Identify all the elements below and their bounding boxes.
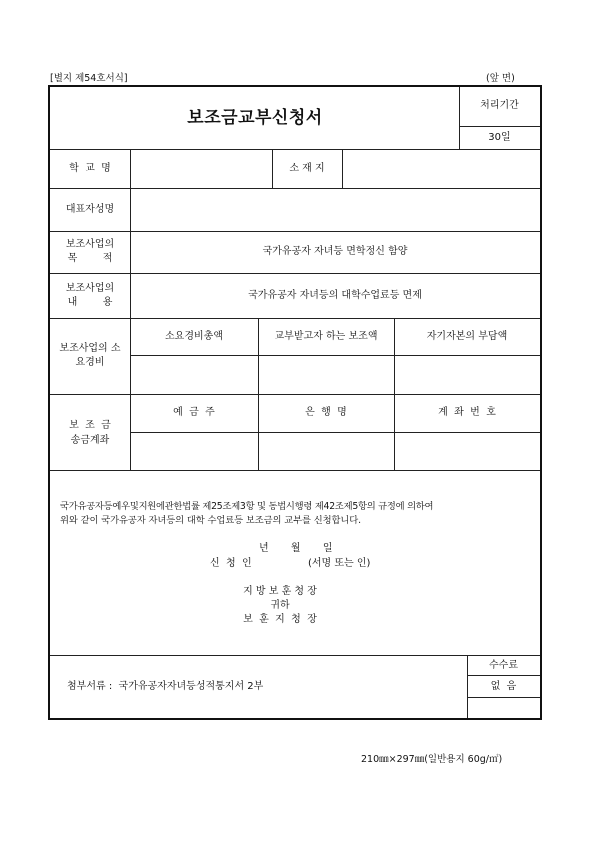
cost-label-line2: 요경비 bbox=[75, 357, 105, 368]
school-name-field[interactable] bbox=[131, 150, 271, 187]
account-number-field[interactable] bbox=[395, 433, 539, 469]
cost-subsidy-field[interactable] bbox=[259, 356, 393, 393]
processing-period-label: 처리기간 bbox=[480, 100, 519, 111]
addressee-branch-office: 보 훈 지 청 장 bbox=[243, 614, 317, 625]
location-label: 소 재 지 bbox=[289, 163, 325, 174]
content-label-line2: 내 용 bbox=[67, 297, 113, 308]
cost-total-field[interactable] bbox=[131, 356, 257, 393]
divider-content bbox=[50, 318, 540, 319]
fee-value: 없 음 bbox=[490, 681, 517, 692]
divider-rep bbox=[50, 231, 540, 232]
divider-fee-1 bbox=[467, 675, 540, 676]
cost-label-line1: 보조사업의 소 bbox=[59, 343, 121, 354]
cost-total-header: 소요경비총액 bbox=[165, 331, 223, 342]
divider-fee-2 bbox=[467, 697, 540, 698]
addressee-honorific: 귀하 bbox=[270, 600, 290, 611]
application-date: 년 월 일 bbox=[259, 543, 333, 554]
form-number: [별지 제54호서식] bbox=[50, 73, 128, 84]
content-value: 국가유공자 자녀등의 대학수업료등 면제 bbox=[248, 290, 422, 301]
bank-name-field[interactable] bbox=[259, 433, 393, 469]
representative-field[interactable] bbox=[131, 189, 539, 230]
statement-line1: 국가유공자등예우및지원에관한법률 제25조제3항 및 동법시행령 제42조제5항의 규정에 의하여 bbox=[60, 501, 434, 512]
representative-label: 대표자성명 bbox=[65, 204, 115, 215]
content-label-line1: 보조사업의 bbox=[65, 283, 115, 294]
processing-period-value: 30일 bbox=[488, 132, 511, 143]
school-name-label: 학 교 명 bbox=[69, 163, 111, 174]
purpose-value: 국가유공자 자녀등 면학정신 함양 bbox=[262, 246, 408, 257]
applicant-name-field[interactable] bbox=[262, 556, 306, 570]
account-label-line1: 보 조 금 bbox=[69, 420, 111, 431]
purpose-label-line1: 보조사업의 bbox=[65, 239, 115, 250]
applicant-label: 신 청 인 bbox=[210, 558, 252, 569]
cost-subsidy-header: 교부받고자 하는 보조액 bbox=[274, 331, 378, 342]
addressee-regional-office: 지 방 보 훈 청 장 bbox=[243, 586, 317, 597]
fee-label: 수수료 bbox=[489, 660, 518, 671]
purpose-label-line2: 목 적 bbox=[67, 253, 113, 264]
divider-cost bbox=[50, 394, 540, 395]
page-side-label: (앞 면) bbox=[486, 73, 515, 84]
paper-spec: 210㎜×297㎜(일반용지 60g/㎡) bbox=[361, 754, 503, 765]
account-label-line2: 송금계좌 bbox=[70, 435, 110, 446]
statement-line2: 위와 같이 국가유공자 자녀등의 대학 수업료등 보조금의 교부를 신청합니다. bbox=[60, 515, 362, 526]
cost-self-funded-header: 자기자본의 부담액 bbox=[426, 331, 508, 342]
attachments-note: 첨부서류 : 국가유공자자녀등성적통지서 2부 bbox=[67, 681, 264, 692]
divider-period bbox=[459, 126, 540, 127]
divider-account bbox=[50, 470, 540, 471]
bank-name-header: 은 행 명 bbox=[305, 407, 347, 418]
signature-note: (서명 또는 인) bbox=[308, 558, 371, 569]
cost-self-funded-field[interactable] bbox=[395, 356, 539, 393]
account-holder-field[interactable] bbox=[131, 433, 257, 469]
account-number-header: 계 좌 번 호 bbox=[438, 407, 496, 418]
account-holder-header: 예 금 주 bbox=[173, 407, 215, 418]
form-title: 보조금교부신청서 bbox=[187, 108, 323, 128]
location-field[interactable] bbox=[343, 150, 539, 187]
divider-purpose bbox=[50, 273, 540, 274]
